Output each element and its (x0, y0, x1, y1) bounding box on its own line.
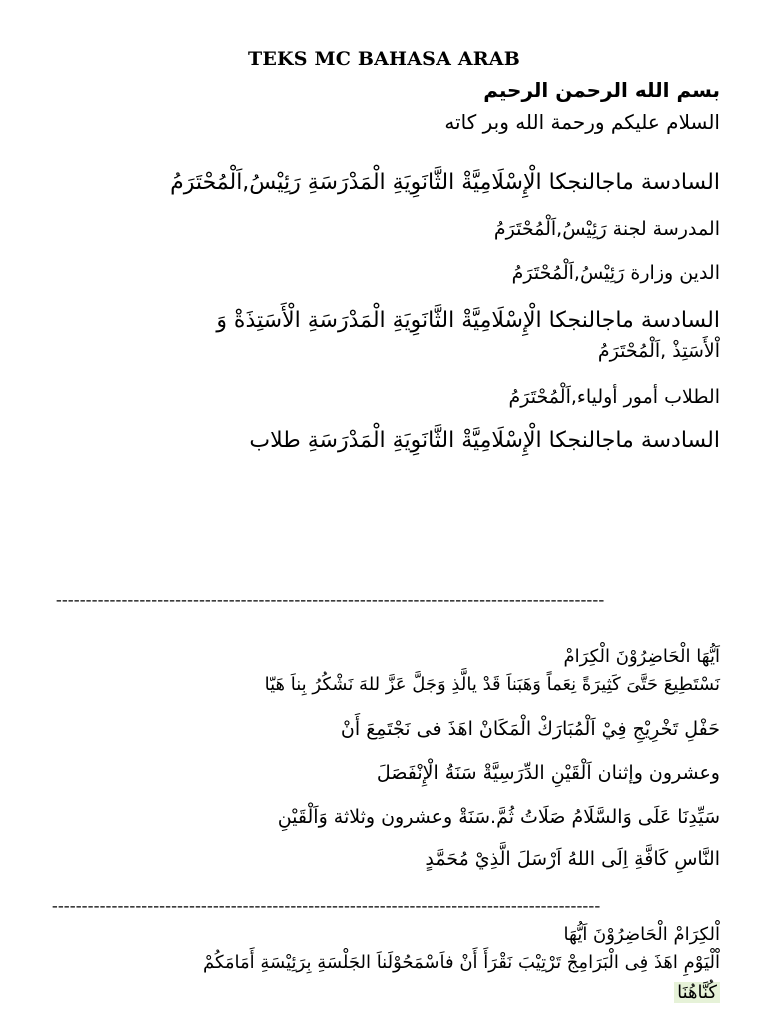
section2-line-2 (674, 982, 720, 1003)
greeting-line-5: الطلاب أمور أولياء,اَلْمُحْتَرَمُ (508, 386, 720, 408)
section2-line-1: اْلْيَوْمِ اهَذَ فِى الْبَرَامِجْ تَرْتِيْبَ نَقْرَأَ أَنْ فاَسْمَحُوْلَناَ الجَلْسَةِ بِرَئِيْسَةِ أَمَامَكُمْ (202, 952, 720, 973)
greeting-line-4: السادسة ماجالنجكا الْإِسْلَامِيَّةْ الثَّانَوِيَةِ الْمَدْرَسَةِ الْأَسَتِذَةْ وَ (216, 308, 720, 333)
section2-heading: اْلكِرَامْ الْحَاضِرُوْنَ اَيُّهَا (563, 924, 720, 945)
section1-heading: اَيُّهَا الْحَاضِرُوْنَ الْكِرَامْ (563, 646, 720, 667)
section1-line-3: وعشرون وإثنان اَلْقَيْنِ الدِّرَسِيَّةْ سَنَةُ الْإِنْفَصَلَ (376, 762, 720, 784)
section1-line-1: نَسْتَطِيعَ حَتَّىَ كَثِيرَةً نِعَماً وَهَبَناَ قَدْ يالَّذِ وَجَلَّ عَزَّ للهَ نَشْكُرُ بِناَ هَيّا (264, 674, 720, 695)
greeting-line-2: المدرسة لجنة رَئِيْسُ,اَلْمُحْتَرَمُ (493, 218, 720, 240)
greeting-line-4-continued: اْلأَسَتِذْ ,اَلْمُحْتَرَمُ (597, 340, 720, 362)
section1-line-2: حَفْلِ تَخْرِيْجِ فِيْ اَلْمُبَارَكْ الْمَكَانْ اهَذَ فى نَجْتَمِعَ أَنْ (340, 718, 720, 740)
greeting-line-3: الدين وزارة رَئِيْسُ,اَلْمُحْتَرَمُ (511, 262, 720, 284)
basmalah-line: بسم الله الرحمن الرحيم (483, 78, 720, 102)
document-title: TEKS MC BAHASA ARAB (248, 48, 520, 70)
greeting-line-6: السادسة ماجالنجكا الْإِسْلَامِيَّةْ الثَّانَوِيَةِ الْمَدْرَسَةِ طلاب (249, 428, 720, 453)
section1-line-5: النَّاسِ كَافَّةِ اِلَى اللهُ اَرْسَلَ الَّذِيْ مُحَمَّدٍ (425, 848, 720, 870)
section-divider-1: -------------------------------------------------------------------------------------------- (56, 590, 605, 609)
salam-line: السلام عليكم ورحمة الله وبر كاته (444, 110, 720, 134)
greeting-line-1: السادسة ماجالنجكا الْإِسْلَامِيَّةْ الثَّانَوِيَةِ الْمَدْرَسَةِ رَئِيْسُ,اَلْمُحْتَرَمُ (170, 170, 720, 195)
section2-line-2-text: كُنَّاهُنَا (674, 982, 720, 1003)
section-divider-2: -------------------------------------------------------------------------------------------- (52, 896, 601, 915)
section1-line-4: سَيِّدِنَا عَلَى وَالسَّلَامُ صَلَاتُ ثُمَّ.سَنَةْ وعشرون وثلاثة وَاَلْقَيْنِ (277, 806, 720, 828)
